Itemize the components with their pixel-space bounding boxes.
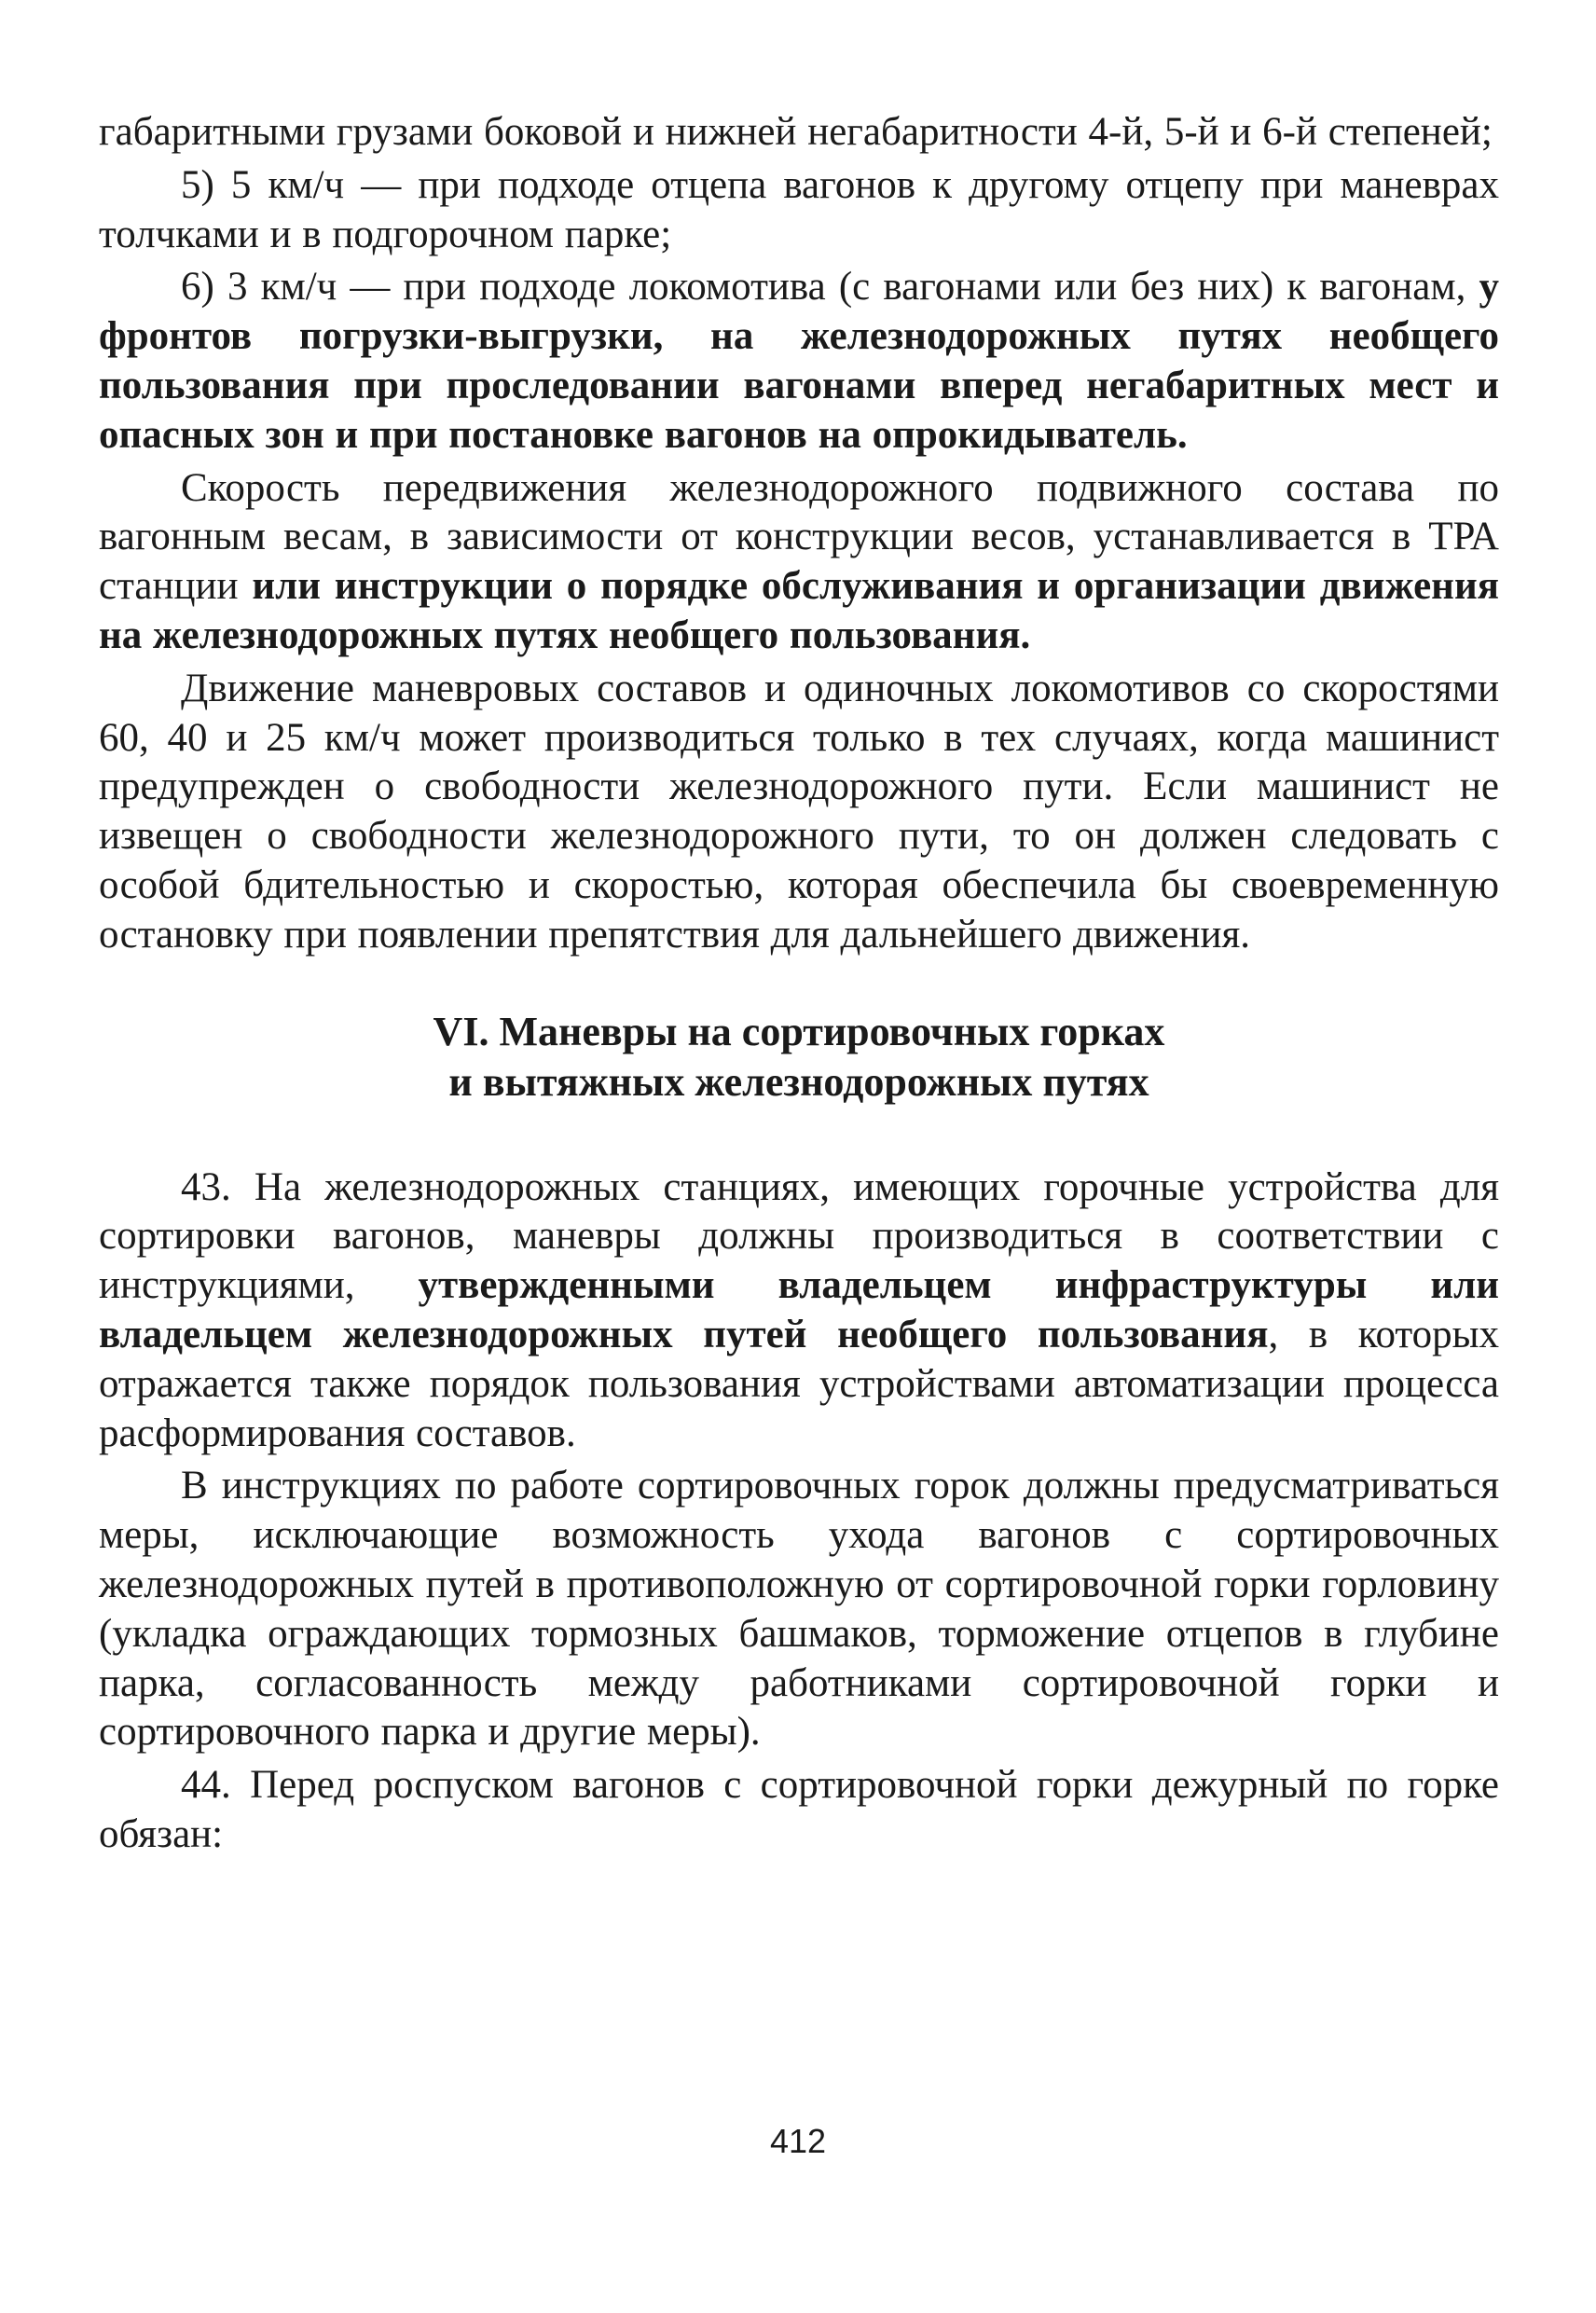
paragraph-weighing-speed [99, 464, 1499, 661]
page-number: 412 [769, 2122, 827, 2160]
paragraph-bold-text: у фронтов погрузки-выгрузки, на железнодорожных путях необщего пользования при проследовании вагонами вперед негабаритных мест и опасных зон и при постановке вагонов на опрокидыватель. [99, 265, 1499, 457]
section-heading-line-1: VI. Маневры на сортировочных горках [433, 1008, 1165, 1054]
paragraph-text: 43. На железнодорожных станциях, имеющих горочные устройства для сортировки вагонов, маневры должны производиться в соответствии с инструкциями, [99, 1164, 1499, 1308]
paragraph-text: 44. Перед роспуском вагонов с сортировочной горки дежурный по горке обязан: [99, 1763, 1499, 1856]
paragraph-text: 6) 3 км/ч — при подходе локомотива (с вагонами или без них) к вагонам, [181, 265, 1479, 310]
paragraph-text: В инструкциях по работе сортировочных горок должны предусматриваться меры, исключающие возможность ухода вагонов с сортировочных железнодорожных путей в противоположную от сортировочной горки горловину (укладка ограждающих тормозных башмаков, торможение отцепов в глубине парка, согласованность между работниками сортировочной горки и сортировочного парка и другие меры). [99, 1464, 1499, 1755]
paragraph-text: 5) 5 км/ч — при подходе отцепа вагонов к другому отцепу при маневрах толчками и в подгорочном парке; [99, 162, 1499, 256]
section-heading-line-2: и вытяжных железнодорожных путях [448, 1058, 1149, 1105]
paragraph-item-6 [99, 263, 1499, 460]
paragraph-clause-43 [99, 1163, 1499, 1459]
paragraph-bold-text: или инструкции о порядке обслуживания и организации движения на железнодорожных путях необщего пользования. [99, 564, 1499, 657]
page-body [99, 108, 1499, 1864]
paragraph-text: Движение маневровых составов и одиночных локомотивов со скоростями 60, 40 и 25 км/ч может производиться только в тех случаях, когда машинист предупрежден о свободности железнодорожного пути. Если машинист не извещен о свободности железнодорожного пути, то он должен следовать с особой бдительностью и скоростью, которая обеспечила бы своевременную остановку при появлении препятствия для дальнейшего движения. [99, 666, 1499, 957]
paragraph-clause-44 [99, 1761, 1499, 1860]
paragraph-shunting-speeds [99, 665, 1499, 960]
paragraph-continuation [99, 108, 1499, 158]
paragraph-hump-instructions [99, 1462, 1499, 1757]
section-heading [99, 1007, 1499, 1108]
paragraph-text: , в которых отражается также порядок пользования устройствами автоматизации процесса расформирования составов. [99, 1312, 1499, 1455]
paragraph-item-5 [99, 161, 1499, 260]
paragraph-text: Скорость передвижения железнодорожного подвижного состава по вагонным весам, в зависимости от конструкции весов, устанавливается в ТРА станции [99, 465, 1499, 609]
paragraph-text: габаритными грузами боковой и нижней негабаритности 4-й, 5-й и 6-й степеней; [99, 110, 1493, 154]
paragraph-bold-text: утвержденными владельцем инфраструктуры или владельцем железнодорожных путей необщего пользования [99, 1263, 1499, 1356]
